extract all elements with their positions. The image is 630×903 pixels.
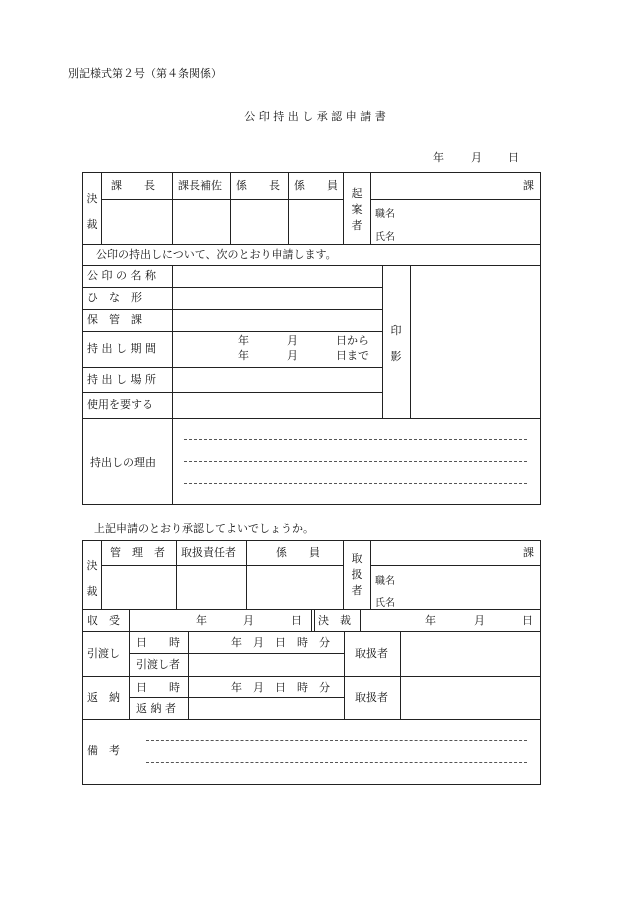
drafter-dept-field[interactable]: [371, 173, 540, 199]
received-date-field[interactable]: [130, 610, 311, 631]
received-label: 収 受: [87, 614, 120, 627]
handler-position-label: 職名: [375, 576, 395, 587]
imprint-box[interactable]: [411, 266, 540, 418]
seal-name-field[interactable]: [173, 266, 382, 287]
return-handler-label: 取扱者: [355, 691, 388, 704]
return-person-label: 返 納 者: [136, 702, 176, 715]
return-person-field[interactable]: [189, 698, 344, 719]
reason-label: 持出しの理由: [90, 456, 156, 469]
place-field[interactable]: [173, 368, 382, 392]
date-month: 月: [471, 151, 482, 164]
seal-name-label: 公 印 の 名 称: [87, 269, 156, 282]
required-by-field[interactable]: [173, 393, 382, 418]
received-month: 月: [243, 614, 254, 627]
remarks-label: 備 考: [87, 744, 120, 757]
application-intro: 公印の持出しについて、次のとおり申請します。: [96, 248, 337, 261]
decided-label: 決 裁: [318, 614, 351, 627]
seal-shape-label: ひ な 形: [87, 291, 142, 304]
period-to-year: 年: [238, 349, 249, 362]
approver-header-unit-chief: 係 長: [236, 179, 280, 192]
approver-header-staff: 係 員: [294, 179, 338, 192]
seal-shape-field[interactable]: [173, 288, 382, 309]
approver-stamp-box-3[interactable]: [231, 200, 288, 244]
custodian-field[interactable]: [173, 310, 382, 331]
approver-header-manager: 管 理 者: [110, 546, 165, 559]
handler-dept-field[interactable]: [371, 541, 540, 565]
period-to-month: 月: [287, 349, 298, 362]
handover-handler-label: 取扱者: [355, 647, 388, 660]
remarks-field[interactable]: [130, 720, 540, 784]
imprint-label: 印影: [390, 324, 402, 363]
drafter-label: 起案者: [351, 187, 363, 232]
approval-question: 上記申請のとおり承認してよいでしょうか。: [94, 522, 314, 535]
received-day: 日: [291, 614, 302, 627]
decided-day: 日: [522, 614, 533, 627]
approver-header-responsible: 取扱責任者: [181, 546, 236, 559]
place-label: 持 出 し 場 所: [87, 373, 156, 386]
drafter-position-label: 職名: [375, 209, 395, 220]
handler-dept-suffix: 課: [523, 546, 534, 559]
custodian-label: 保 管 課: [87, 313, 142, 326]
return-datetime-label: 日 時: [136, 681, 180, 694]
decided-date-field[interactable]: [361, 610, 540, 631]
handover-datetime-label: 日 時: [136, 636, 180, 649]
period-from-month: 月: [287, 334, 298, 347]
approver-header-staff-2: 係 員: [276, 546, 320, 559]
drafter-name-label: 氏名: [375, 232, 395, 243]
decided-month: 月: [474, 614, 485, 627]
decided-year: 年: [425, 614, 436, 627]
handover-person-field[interactable]: [189, 654, 344, 676]
approver-stamp-box-2[interactable]: [173, 200, 230, 244]
approval-stamp-box-2[interactable]: [177, 566, 246, 609]
handover-label: 引渡し: [87, 647, 120, 660]
approval-label-2: 決裁: [86, 559, 98, 598]
approver-header-section-chief: 課 長: [111, 179, 155, 192]
approval-label: 決裁: [86, 192, 98, 231]
received-year: 年: [196, 614, 207, 627]
period-label: 持 出 し 期 間: [87, 342, 156, 355]
period-from-year: 年: [238, 334, 249, 347]
approval-stamp-box-1[interactable]: [102, 566, 176, 609]
return-datetime-units: 年 月 日 時 分: [231, 681, 330, 694]
approval-stamp-box-3[interactable]: [247, 566, 343, 609]
required-by-label: 使用を要する: [87, 398, 153, 411]
form-title: 公 印 持 出 し 承 認 申 請 書: [244, 110, 386, 123]
handover-datetime-units: 年 月 日 時 分: [231, 636, 330, 649]
form-number: 別記様式第２号（第４条関係）: [68, 67, 222, 80]
period-from-day: 日から: [336, 334, 369, 347]
period-to-day: 日まで: [336, 349, 369, 362]
date-day: 日: [508, 151, 519, 164]
handler-label: 取扱者: [351, 552, 363, 597]
handler-name-label: 氏名: [375, 598, 395, 609]
return-handler-field[interactable]: [401, 677, 540, 719]
approver-header-deputy-chief: 課長補佐: [178, 179, 222, 192]
handover-person-label: 引渡し者: [136, 658, 180, 671]
approver-stamp-box-1[interactable]: [102, 200, 172, 244]
drafter-dept-suffix: 課: [523, 179, 534, 192]
return-label: 返 納: [87, 691, 120, 704]
handover-handler-field[interactable]: [401, 632, 540, 676]
date-year: 年: [433, 151, 444, 164]
approver-stamp-box-4[interactable]: [289, 200, 343, 244]
